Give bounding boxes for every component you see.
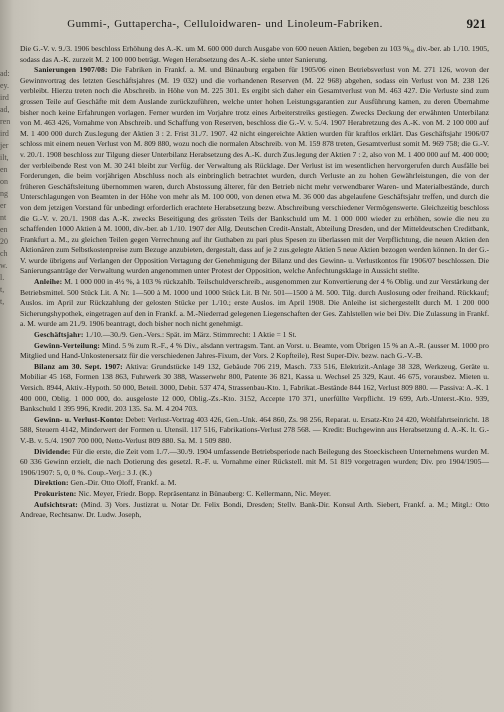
section-lead-aufsichtsrat: Aufsichtsrat:: [34, 499, 78, 509]
paragraph-gewinn-verlust-konto: [20, 415, 489, 447]
margin-fragment: ch: [0, 249, 8, 258]
section-lead-gewinn-verlust-konto: Gewinn- u. Verlust-Konto:: [34, 414, 124, 424]
paragraph-body: Die G.-V. v. 9./3. 1906 beschloss Erhöhung des A.-K. um M. 600 000 durch Ausgabe von 600 neuen Aktien, begeben zu 103 %₀₀ div.-ber. ab 1./10. 1905, sodass das A.-K. zurzeit M. 2 100 000 beträgt. Wegen Herabsetzung des A.-K. siehe unter Sanierung.: [20, 44, 489, 64]
margin-fragment: ird: [0, 129, 9, 138]
paragraph-body: M. 1 000 000 in 4½ %, à 103 % rückzahlb. Teilschuldverschreib., ausgenommen zur Konvertierung der 4 % Oblig. und zur Verstärkung der Betriebsmittel. 500 Stück Lit. A Nr. 1—500 à M. 1000 und 1000 Stück Lit. B Nr. 501—1500 à M. 500. Tilg. durch Auslosung oder freihand. Rückkauf; Auslos. im April zur Rückzahlung der gelosten Stücke per 1./10.; erste Auslos. im April 1908. Die Anleihe ist sichergestellt durch M. 1 200 000 Sicherungshypothek, eingetragen auf den in Frankf. a. M.-Niederrad gelegenen Liegenschaften der Ges. Zahlstellen wie bei Div. Die Zulassung in Frankf. a. M. wurde am 21./9. 1906 beantragt, doch bisher noch nicht genehmigt.: [20, 277, 489, 329]
margin-fragment: l.: [0, 273, 5, 282]
paragraph-aufsichtsrat: [20, 500, 489, 521]
paragraph-body: (Mind. 3) Vors. Justizrat u. Notar Dr. Felix Bondi, Dresden; Stellv. Bank-Dir. Konsul Arth. Siebert, Frankf. a. M.; Mitgl.: Otto Andreae, Rechtsanw. Dr. Ludw. Joseph,: [20, 499, 490, 520]
margin-fragment: ng: [0, 189, 8, 198]
margin-fragment: w.: [0, 261, 8, 270]
paragraph-body: Aktiva: Grundstücke 149 132, Gebäude 706 219, Masch. 733 516, Elektrizit.-Anlage 38 328, Werkzeug, Geräte u. Mobiliar 45 168, Formen 138 863, Fuhrwerk 30 388, Wasserwehr 800, Patente 36 821, Kassa u. Wechsel 25 329, Kaut. 46 675, vorausbez. Mieten u. Versich. 8944, Aktiv.-Hypoth. 50 000, Beteil. 3000, Debit. 537 474, Strassenbau-Kto. 1, Fabrikat.-Bestände 844 162, Verlust 809 880. — Passiva: A.-K. 1 400 000, Oblig. 1 000 000, do. ausgeloste 12 000, Oblig.-Zs.-Kto. 3152, Accepte 170 371, unerfüllte Verpflicht. 19 699, Arb.-Unterst.-Kto. 939, Bankschuld 1 395 996, Kredit. 203 135. Sa. M. 4 204 703.: [20, 361, 489, 414]
section-lead-anleihe: Anleihe:: [34, 277, 63, 287]
margin-fragment: ird: [0, 93, 9, 102]
paragraph-anleihe: [20, 277, 489, 330]
margin-fragment: nt: [0, 213, 7, 222]
running-head: Gummi-, Guttapercha-, Celluloidwaren- und Linoleum-Fabriken.: [67, 18, 383, 30]
paragraph-body: Die Fabriken in Frankf. a. M. und Bünauburg ergaben für 1905/06 einen Betriebsverlust von M. 271 126, wovon der Gewinnvortrag des letzten Geschäftsjahres (M. 19 032) und die vorhandenen Reserven (M. 22 968) abgehen, sodass ein Verlust von M. 238 126 verbleibt. Hierzu treten noch die Abschreib. in Höhe von M. 225 301. Es ergibt sich daher ein Gesamtverlust von M. 463 427. Die Verluste sind zum grossen Teile auf Geschäfte mit dem Auslande zurückzuführen, welche unter hohen Leistungsgarantien zur Ausführung kamen, zu deren Übernahme bisher noch keine Erfahrungen vorlagen. Ferner wurden im Vorjahre trotz eines Arbeiterstreiks gestiegen. Zwecks Deckung der erwähnten Unterbilanz von M. 463 426, Vornahme von Abschreib. und Schaffung von Reserven, beschloss die G.-V. v. 5./4. 1907 Herabretzung des A.-K. von M. 2 100 000 auf M. 1 400 000 durch Zus.legung der Aktien 3 : 2. Frist 31./7. 1907. 42 nicht eingereichte Aktien wurden für kraftlos erklärt. Das Geschäftsjahr 1906/07 schloss mit einem neuen Verlust von M. 809 880, wozu noch die normalen Abschreib. von M. 159 878 treten, Gesamtverlust somit M. 969 758; die G.-V. v. 20./1. 1908 beschloss zur Tilgung dieser Unterbilanz Herabsetzung des A.-K. durch Zus.legung der Aktien 7 : 2, also von M. 1 400 000 auf M. 400 000; der verbleibende Rest von M. 30 241 bleibt zur Verfüg. der Verwaltung als Rücklage. Der Verlust ist im wesentlichen hervorgerufen durch Ausfälle bei Forderungen, die beim vorjährigen Abschluss noch als einbringlich betrachtet wurden, durch Verluste an zu hohen Gewährleistungen, die von der früheren Geschäftsleitung übernommen waren, durch Abstossung älterer, für den Betrieb nicht mehr verwendbarer Waren- und Materialbestände, durch Unterschlagungen von Beamten in der Höhe von mehr als M. 100 000, von denen etwa M. 36 000 das abgelaufene Geschäftsjahr treffen, und durch die von dem jetzigen Vorstand für unbedingt erforderlich erachtete Herabsetzung bezw. Abschreibung verschiedener Vermögenswerte. Gleichzeitig beschloss die G.-V. v. 20./1. 1908 das A.-K. zwecks Beseitigung des grössten Teils der Bankschuld um M. 1 000 000 wieder zu erhöhen, sowie die neu zu schaffenden 1000 Aktien à M. 1000, div.-ber. ab 1./10. 1907 der Allg. Deutschen Credit-Anstalt, Abteilung Dresden, und der Mitteldeutschen Creditbank, Frankfurt a. M., zu gleichen Teilen gegen Verrechnung auf ihr Guthaben zu pari plus Spesen zu überlassen mit der Verpflichtung, die neuen Aktien den Aktionären zum Selbstkostenpreise zum Bezuge anzubieten, dergestalt, dass auf je 2 zus.gelegte Aktien 5 neue Aktien bezogen werden können. In der G.-V. wurde übrigens auf Verlangen der Opposition Vertagung der Genehmigung der Bilanz und des Gewinn- u. Verlustkontos für 1906/07 beschlossen. Die Sanierungsanträge der Verwaltung wurden angenommen unter Protest der Opposition, welche Anfechtungsklage in Aussicht stellte.: [20, 65, 490, 276]
margin-fragment: ren: [0, 117, 11, 126]
paragraph-body: Debet: Verlust-Vortrag 403 426, Gen.-Unk. 464 860, Zs. 98 256, Reparat. u. Ersatz-Kto 24 420, Wohlfahrtseinricht. 18 588, Steuern 4142, Minderwert der Formen u. Utensil. 117 516, Fabrikations-Verlust 278 568. — Kredit: Buchgewinn aus Herabsetzung d. A.-K. lt. G.-V.-B. v. 5./4. 1907 700 000, Netto-Verlust 809 880. Sa. M. 1 509 880.: [20, 414, 489, 445]
paragraph-capital-increase: [20, 44, 489, 65]
section-lead-prokuristen: Prokuristen:: [34, 488, 77, 498]
margin-fragment: en: [0, 225, 8, 234]
paragraph-prokuristen: [20, 489, 489, 500]
article-text: [20, 44, 489, 521]
paragraph-gewinn-verteilung: [20, 341, 489, 362]
paragraph-dividende: [20, 447, 489, 479]
paragraph-body: 1./10.—30./9. Gen.-Vers.: Spät. im März. Stimmrecht: 1 Aktie = 1 St.: [85, 330, 297, 340]
paragraph-body: Nic. Meyer, Friedr. Bopp. Repräsentanz in Bünauberg: C. Kellermann, Nic. Meyer.: [78, 488, 331, 498]
left-margin-fragments: [0, 68, 14, 308]
paragraph-body: Mind. 5 % zum R.-F., 4 % Div., alsdann vertragsm. Tant. an Vorst. u. Beamte, vom Übrigen 15 % an A.-R. (ausser M. 1000 pro Mitglied und Hand-Unkostenersatz für die verschiedenen Jahres-Fixum, der Vors. 2 Kopfteile), Rest Super-Div. bezw. nach G.-V.-B.: [20, 340, 489, 361]
paragraph-sanierungen: [20, 65, 489, 277]
margin-fragment: on: [0, 177, 8, 186]
paragraph-body: Gen.-Dir. Otto Oloff, Frankf. a. M.: [70, 478, 177, 488]
margin-fragment: ilt,: [0, 153, 9, 162]
section-lead-dividende: Dividende:: [34, 446, 71, 456]
margin-fragment: ey.: [0, 81, 10, 90]
margin-fragment: jer: [0, 141, 9, 150]
margin-fragment: 20: [0, 237, 8, 246]
margin-fragment: ad:: [0, 69, 10, 78]
margin-fragment: ad,: [0, 105, 10, 114]
paragraph-direktion: [20, 478, 489, 489]
margin-fragment: t,: [0, 285, 5, 294]
paragraph-body: Für die erste, die Zeit vom 1./7.—30./9. 1904 umfassende Betriebsperiode nach Beilegung des Stoeckischeen Unternehmens wurden M. 60 336 Gewinn erzielt, die nach Dotierung des gesetzl. R.-F. u. Vornahme einer Rückstell. mit M. 51 819 vorgetragen wurden; Div. pro 1904/1905—1906/1907: 5, 0, 0 %. Coup.-Verj.: 3 J. (K.): [20, 446, 489, 477]
margin-fragment: er: [0, 201, 7, 210]
section-lead-geschaeftsjahr: Geschäftsjahr:: [34, 330, 84, 340]
section-lead-direktion: Direktion:: [34, 478, 69, 488]
paragraph-bilanz: [20, 362, 489, 415]
page-header: [22, 16, 486, 36]
page-number: 921: [466, 16, 486, 31]
section-lead-sanierungen: Sanierungen 1907/08:: [34, 65, 108, 75]
section-lead-gewinn-verteilung: Gewinn-Verteilung:: [34, 340, 101, 350]
paragraph-geschaeftsjahr: [20, 330, 489, 341]
margin-fragment: en: [0, 165, 8, 174]
section-lead-bilanz: Bilanz am 30. Sept. 1907:: [34, 361, 123, 371]
margin-fragment: t,: [0, 297, 5, 306]
